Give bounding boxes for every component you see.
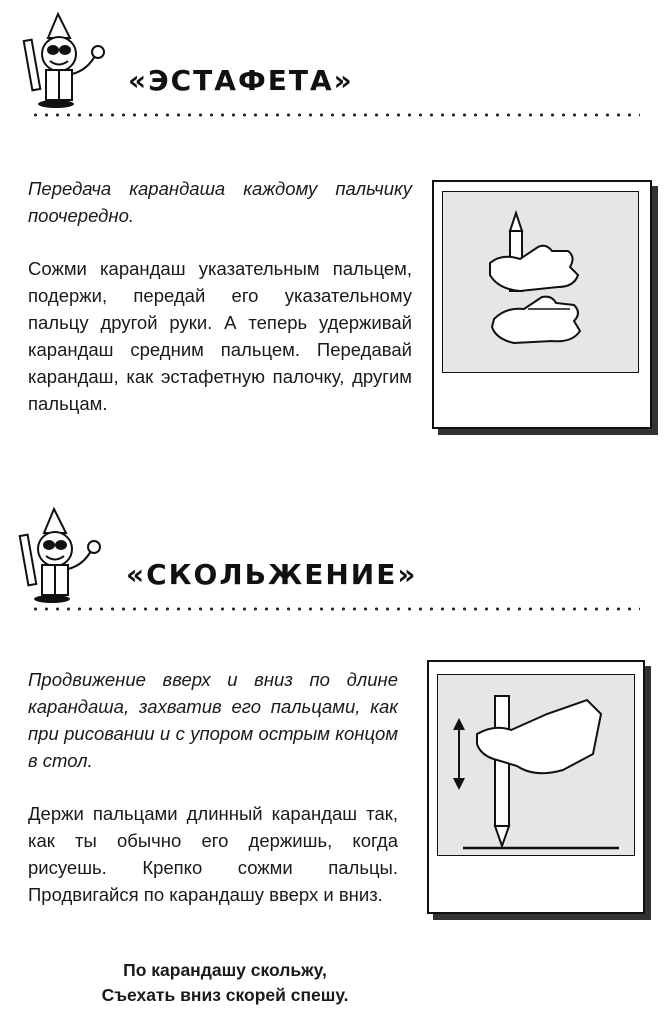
- dotted-divider: [30, 113, 640, 117]
- section2-description: Держи пальцами длинный карандаш так, как ты обычно его держишь, когда рисуешь. Крепко сожми пальцы. Продвигайся по карандашу вверх и вниз.: [28, 803, 398, 905]
- section2-text: [28, 666, 398, 908]
- section1-instruction: Передача карандаша каждому пальчику поочередно.: [28, 178, 412, 226]
- poem: [0, 958, 450, 1008]
- section2-instruction: Продвижение вверх и вниз по длине карандаша, захватив его пальцами, как при рисовании и с упором острым концом в стол.: [28, 669, 398, 771]
- illustration-frame-1: [432, 180, 652, 429]
- section1-text: [28, 175, 412, 417]
- illustration-frame-2: [427, 660, 645, 914]
- pencil-mascot-icon: [14, 505, 114, 605]
- section1-description: Сожми карандаш указательным пальцем, подержи, передай его указательному пальцу другой руки. А теперь удерживай карандаш средним пальцем. Передавай карандаш, как эстафетную палочку, другим пальцам.: [28, 258, 412, 414]
- hands-passing-pencil-illustration: [442, 191, 640, 373]
- section1-title: «ЭСТАФЕТА»: [128, 64, 354, 97]
- poem-line-2: Съехать вниз скорей спешу.: [101, 985, 349, 1005]
- hand-sliding-pencil-illustration: [437, 674, 637, 894]
- poem-line-1: По карандашу скольжу,: [123, 960, 327, 980]
- pencil-mascot-icon: [18, 10, 118, 110]
- section2-title: «СКОЛЬЖЕНИЕ»: [126, 558, 418, 591]
- dotted-divider: [30, 607, 640, 611]
